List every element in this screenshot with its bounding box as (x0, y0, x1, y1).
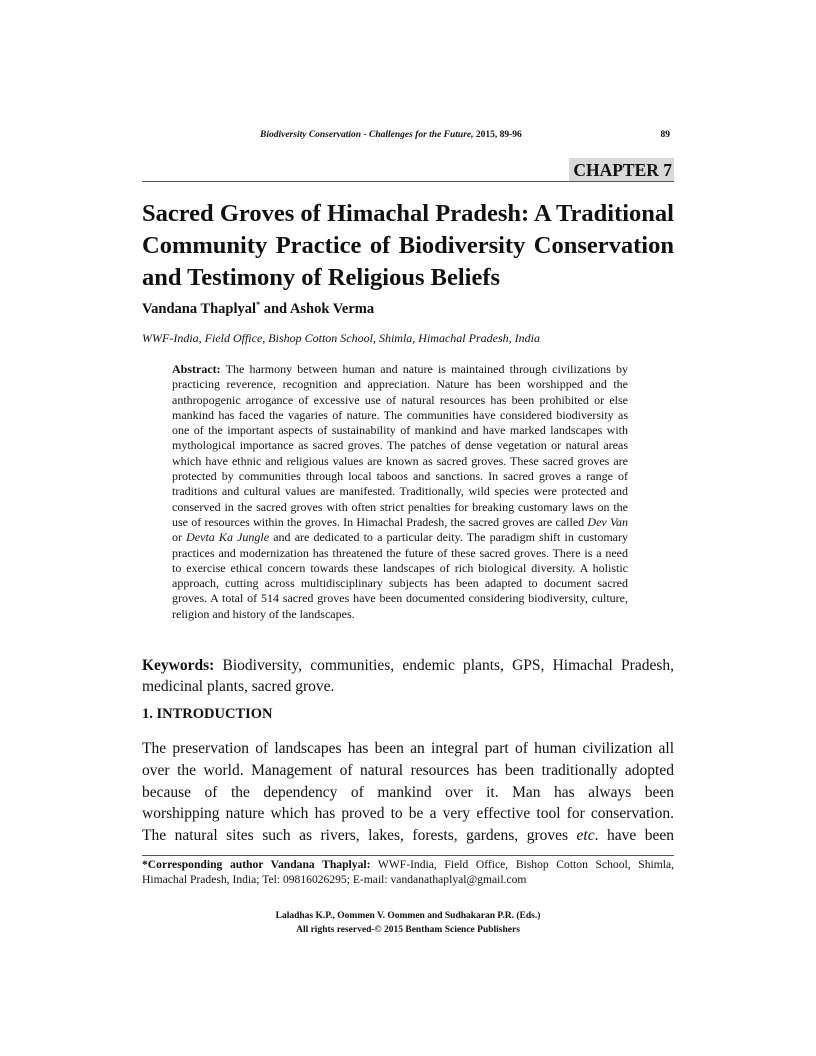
abstract: Abstract: The harmony between human and nature is maintained through civilizations by practicing reverence, recognition and appreciation. Nature has been worshipped and the anthropogenic arrogance of excessive use of natural resources has been prohibited or else mankind has faced the vagaries of nature. The communities have considered biodiversity as one of the important aspects of sustainability of mankind and have marked landscapes with mythological importance as sacred groves. The patches of dense vegetation or natural areas which have ethnic and religious values are known as sacred groves. These sacred groves are protected by communities through local taboos and sanctions. In sacred groves a range of traditions and cultural values are manifested. Traditionally, wild species were protected and conserved in the sacred groves with often strict penalties for breaking customary laws on the use of resources within the groves. In Himachal Pradesh, the sacred groves are called Dev Van or Devta Ka Jungle and are dedicated to a particular deity. The paradigm shift in customary practices and modernization has threatened the future of these sacred groves. There is a need to exercise ethical concern towards these landscapes of rich biological diversity. A holistic approach, cutting across multidisciplinary subjects has been adapted to document sacred groves. A total of 514 sacred groves have been documented considering biodiversity, culture, religion and history of the landscapes. (172, 362, 628, 621)
paper-title (142, 198, 674, 294)
footnote-rule (142, 855, 674, 856)
page-number: 89 (660, 130, 670, 140)
chapter-label: CHAPTER 7 (569, 158, 674, 182)
affiliation: WWF-India, Field Office, Bishop Cotton School, Shimla, Himachal Pradesh, India (142, 331, 540, 345)
section-heading: 1. INTRODUCTION (142, 706, 273, 722)
abstract-label: Abstract: (172, 362, 221, 376)
corresponding-mark: * (256, 300, 261, 309)
footnote: *Corresponding author Vandana Thaplyal: WWF-India, Field Office, Bishop Cotton School, Shimla, Himachal Pradesh, India; Tel: 09816026295; E-mail: vandanathaplyal@gmail.com (142, 858, 674, 886)
editors-line: Laladhas K.P., Oommen V. Oommen and Sudhakaran P.R. (Eds.) (275, 911, 541, 921)
journal-citation: Biodiversity Conservation - Challenges for the Future, 2015, 89-96 (260, 130, 522, 140)
introduction-text: The preservation of landscapes has been an integral part of human civilization all over the world. Management of natural resources has been traditionally adopted because of the dependency of mankind over it. Man has always been worshipping nature which has proved to be a very effective tool for conservation. The natural sites such as rivers, lakes, forests, gardens, groves etc. have been (142, 740, 674, 845)
keywords-label: Keywords: (142, 657, 215, 674)
title-line: Sacred Groves of Himachal Pradesh: A Traditional (142, 200, 674, 227)
copyright-line: All rights reserved-© 2015 Bentham Science Publishers (296, 924, 520, 935)
authors: Vandana Thaplyal* and Ashok Verma (142, 300, 375, 317)
header-rule (142, 181, 674, 182)
title-line: and Testimony of Religious Beliefs (142, 264, 501, 291)
title-line: Community Practice of Biodiversity Conservation (142, 232, 674, 259)
keywords: Keywords: Biodiversity, communities, endemic plants, GPS, Himachal Pradesh, medicinal plants, sacred grove. (142, 657, 674, 695)
page-footer (142, 910, 674, 937)
